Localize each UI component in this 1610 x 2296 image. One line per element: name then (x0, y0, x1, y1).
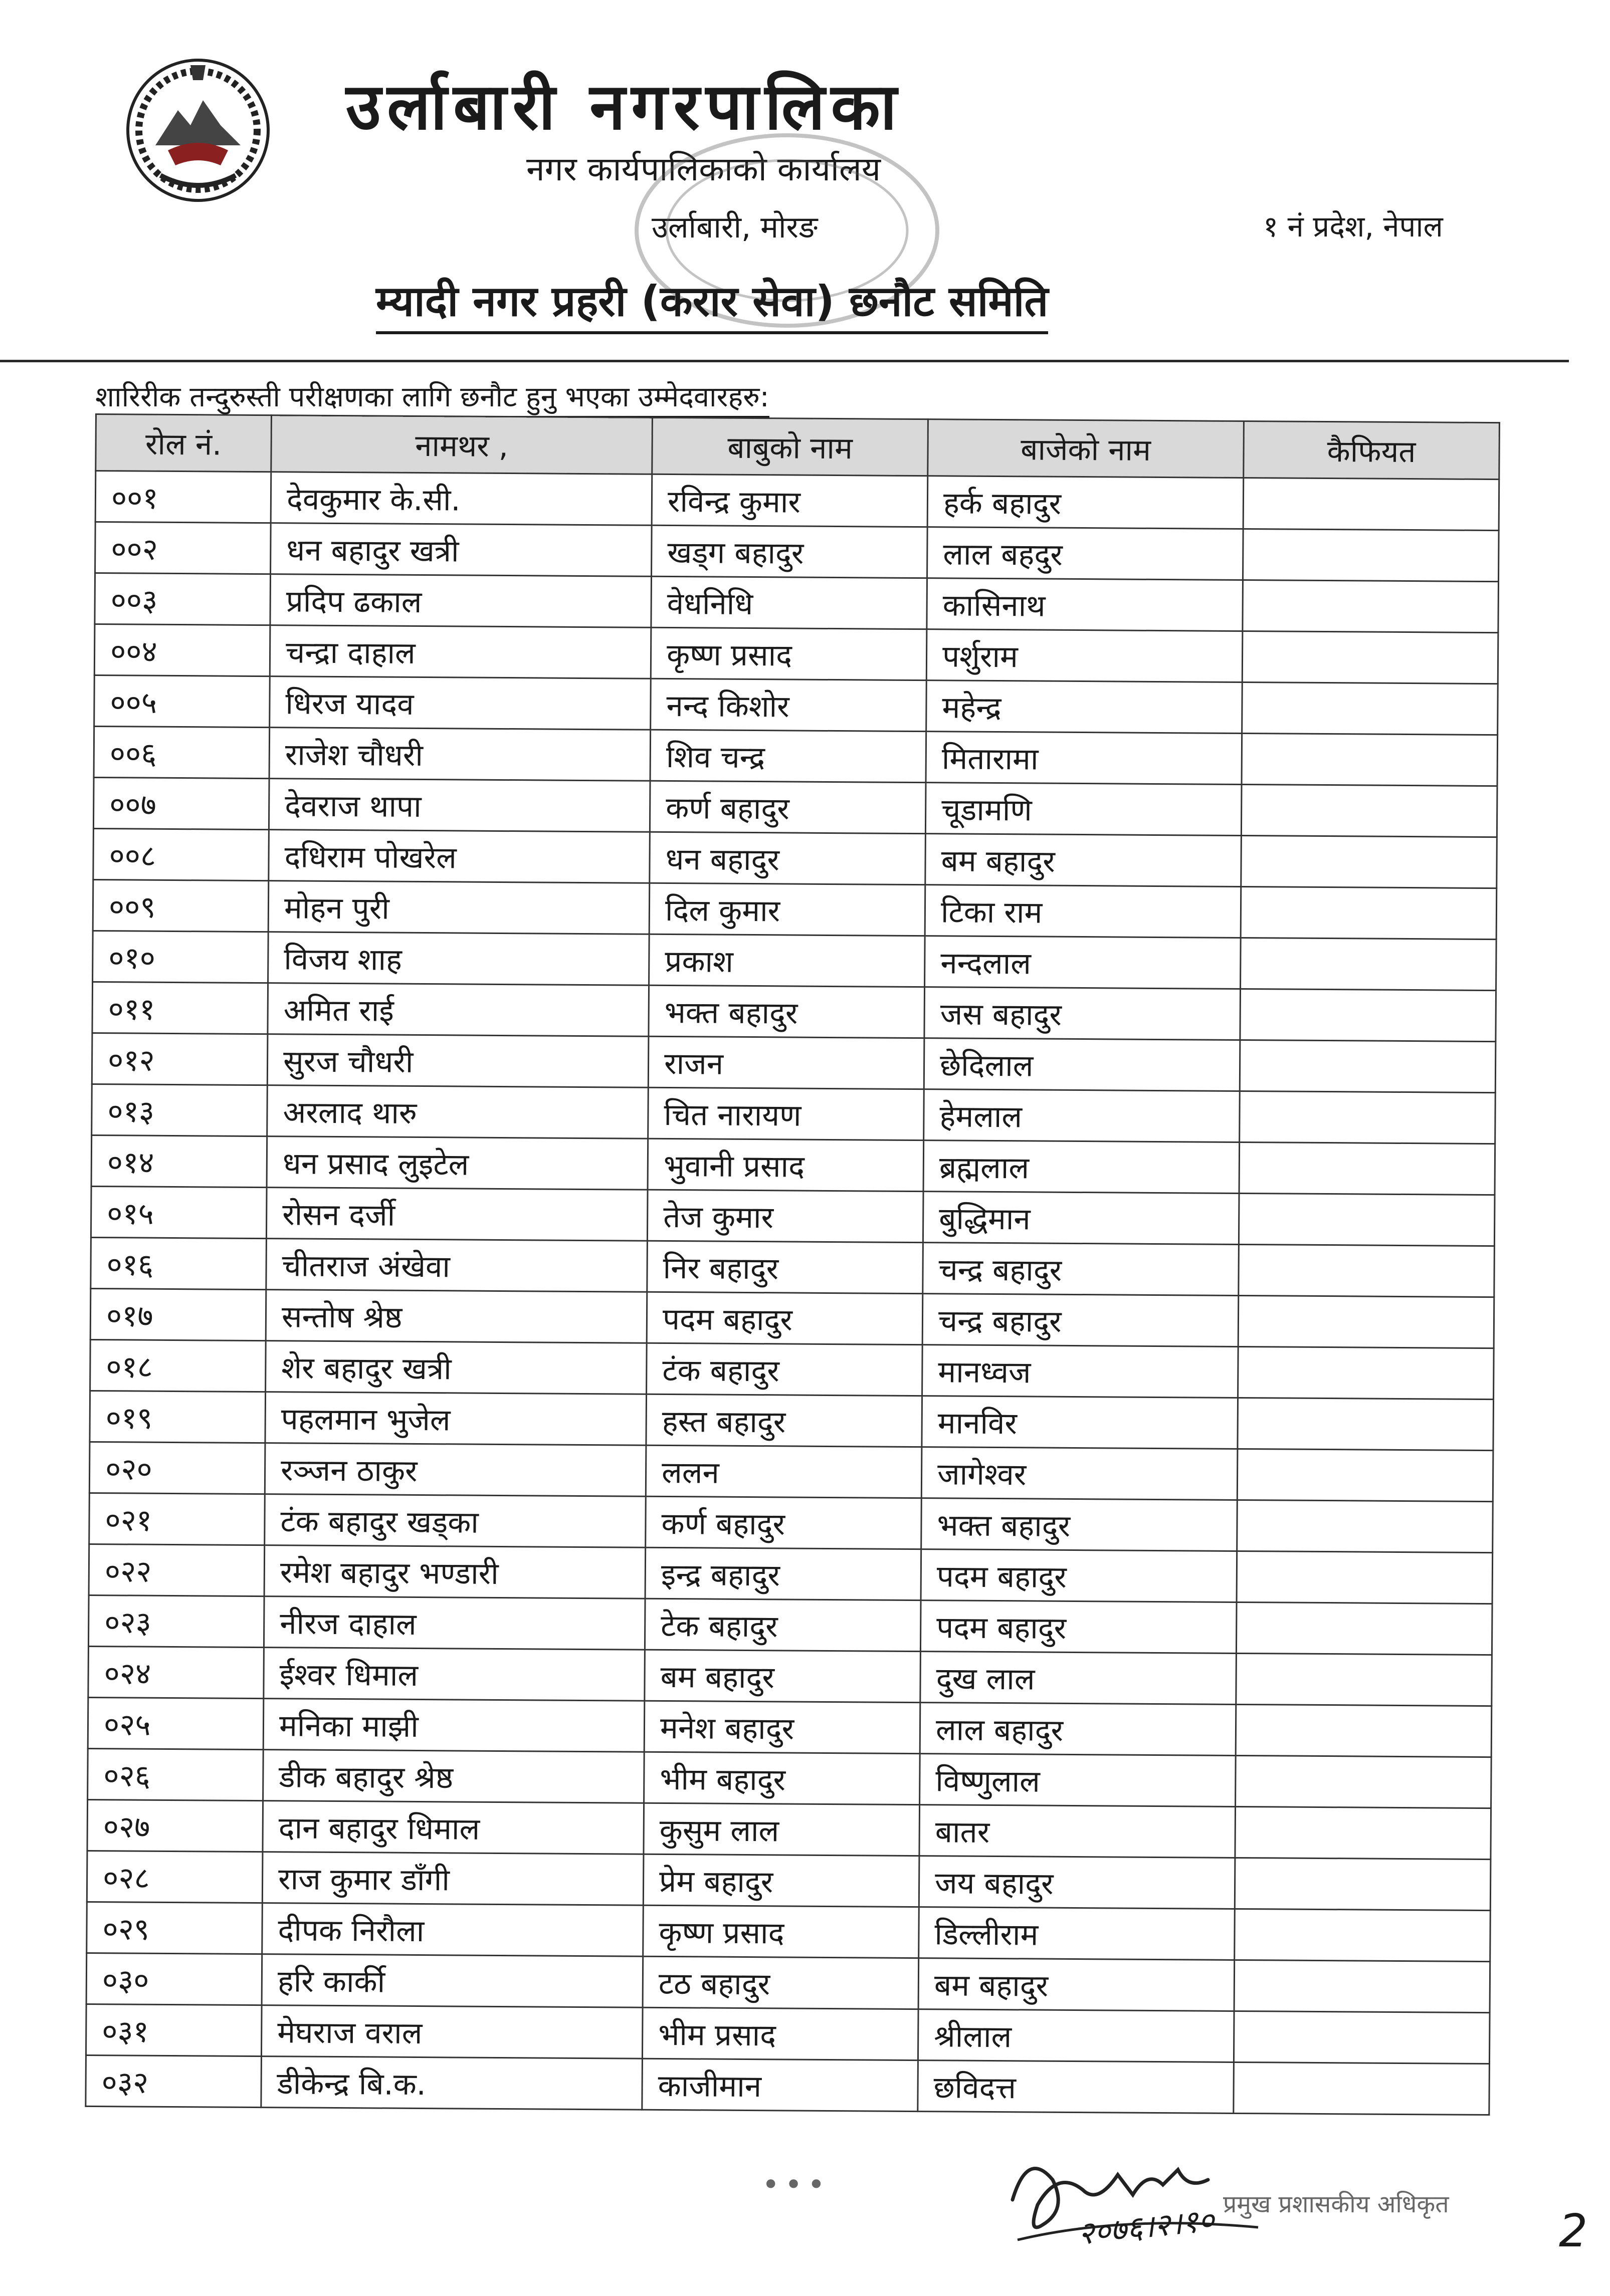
table-row (90, 1391, 1494, 1450)
table-row (95, 573, 1499, 633)
father-name-cell: नन्द किशोर (651, 678, 927, 731)
roll-number-cell: ०१८ (90, 1339, 266, 1392)
name-cell: सन्तोष श्रेष्ठ (266, 1290, 647, 1343)
father-name-cell: वेधनिधि (651, 576, 927, 629)
father-name-cell: इन्द्र बहादुर (645, 1547, 921, 1600)
name-cell: दान बहादुर धिमाल (263, 1801, 644, 1855)
father-name-cell: टंक बहादुर (647, 1343, 923, 1396)
signature-date: २०७६।२।१० (1076, 2201, 1216, 2252)
father-name-cell: कृष्ण प्रसाद (643, 1905, 919, 1958)
remarks-cell (1237, 1449, 1493, 1501)
table-body (86, 471, 1499, 2115)
roll-number-cell: ०२९ (87, 1902, 263, 1954)
header-remarks: कैफियत (1244, 421, 1500, 479)
table-row (90, 1339, 1494, 1399)
father-name-cell: कुसुम लाल (644, 1803, 920, 1856)
table-row (93, 777, 1497, 837)
remarks-cell (1241, 938, 1497, 990)
remarks-cell (1243, 478, 1499, 530)
remarks-cell (1241, 784, 1497, 837)
roll-number-cell: ०११ (92, 982, 268, 1034)
name-cell: धिरज यादव (270, 676, 651, 730)
grandfather-name-cell: दुख लाल (920, 1652, 1237, 1705)
name-cell: चन्द्रा दाहाल (270, 625, 651, 679)
office-subtitle: नगर कार्यपालिकाको कार्यालय (526, 150, 881, 188)
remarks-cell (1241, 835, 1497, 888)
table-row (89, 1442, 1493, 1501)
name-cell: अरलाद थारु (267, 1085, 649, 1139)
table-row (88, 1748, 1492, 1808)
father-name-cell: निर बहादुर (647, 1241, 923, 1293)
remarks-cell (1238, 1346, 1494, 1399)
name-cell: अमित राई (268, 983, 649, 1037)
officer-title: प्रमुख प्रशासकीय अधिकृत (1223, 2190, 1449, 2218)
roll-number-cell: ००९ (93, 879, 269, 932)
name-cell: राजेश चौधरी (269, 728, 651, 781)
remarks-cell (1242, 631, 1498, 683)
table-row (88, 1595, 1492, 1655)
header-roll-number: रोल नं. (96, 414, 272, 472)
grandfather-name-cell: जय बहादुर (919, 1856, 1235, 1909)
father-name-cell: राजन (648, 1036, 924, 1089)
father-name-cell: भीम प्रसाद (642, 2007, 918, 2060)
remarks-cell (1242, 733, 1498, 786)
grandfather-name-cell: बम बहादुर (925, 834, 1242, 887)
roll-number-cell: ०२४ (88, 1646, 264, 1698)
name-cell: दीपक निरौला (262, 1903, 644, 1957)
father-name-cell: रविन्द्र कुमार (652, 474, 928, 527)
name-cell: धन बहादुर खत्री (271, 523, 652, 577)
remarks-cell (1234, 2062, 1490, 2115)
header-full-name: नामथर , (271, 415, 653, 475)
table-row (94, 624, 1498, 684)
remarks-cell (1235, 1858, 1491, 1910)
father-name-cell: धन बहादुर (650, 832, 926, 884)
name-cell: मेघराज वराल (261, 2005, 643, 2059)
name-cell: मोहन पुरी (268, 881, 650, 935)
grandfather-name-cell: पर्शुराम (926, 629, 1243, 682)
table-row (91, 1186, 1495, 1246)
table-caption: शारिरीक तन्दुरुस्ती परीक्षणका लागि छनौट हुनु भएका उम्मेदवारहरु: (95, 377, 769, 418)
grandfather-name-cell: विष्णुलाल (920, 1754, 1236, 1807)
table-row (95, 522, 1499, 582)
table-row (93, 879, 1497, 939)
table-row (87, 1851, 1491, 1910)
nepal-emblem-icon (120, 50, 276, 205)
name-cell: हरि कार्की (262, 1954, 643, 2008)
name-cell: पहलमान भुजेल (265, 1392, 647, 1446)
father-name-cell: चित नारायण (648, 1087, 924, 1140)
remarks-cell (1243, 529, 1499, 581)
roll-number-cell: ०२० (89, 1442, 265, 1494)
name-cell: रमेश बहादुर भण्डारी (264, 1545, 646, 1599)
roll-number-cell: ०२५ (88, 1697, 264, 1749)
roll-number-cell: ०१५ (91, 1186, 267, 1238)
candidate-table (85, 413, 1500, 2116)
grandfather-name-cell: मानध्वज (922, 1345, 1239, 1398)
roll-number-cell: ०३२ (86, 2055, 262, 2107)
father-name-cell: कर्ण बहादुर (646, 1496, 922, 1549)
roll-number-cell: ००५ (94, 675, 270, 727)
table-row (92, 1033, 1496, 1092)
grandfather-name-cell: चूडामणि (925, 783, 1242, 836)
grandfather-name-cell: नन्दलाल (925, 936, 1241, 989)
grandfather-name-cell: पदम बहादुर (920, 1600, 1237, 1654)
province-label: १ नं प्रदेश, नेपाल (1263, 209, 1443, 244)
grandfather-name-cell: जागेश्वर (921, 1447, 1238, 1500)
name-cell: मनिका माझी (263, 1699, 645, 1752)
remarks-cell (1235, 1909, 1491, 1961)
office-address: उर्लाबारी, मोरङ (652, 210, 818, 245)
roll-number-cell: ०१२ (92, 1033, 268, 1085)
father-name-cell: भीम बहादुर (644, 1752, 920, 1804)
father-name-cell: काजीमान (642, 2058, 918, 2111)
father-name-cell: दिल कुमार (649, 883, 925, 936)
father-name-cell: शिव चन्द्र (650, 730, 926, 782)
father-name-cell: भुवानी प्रसाद (648, 1138, 924, 1191)
header-father-name: बाबुको नाम (652, 417, 928, 476)
remarks-cell (1237, 1500, 1493, 1552)
roll-number-cell: ०२८ (87, 1851, 263, 1903)
remarks-cell (1238, 1295, 1494, 1348)
grandfather-name-cell: चन्द्र बहादुर (922, 1294, 1239, 1347)
grandfather-name-cell: बातर (919, 1805, 1236, 1858)
remarks-cell (1236, 1602, 1492, 1655)
municipality-title: उर्लाबारी नगरपालिका (346, 70, 903, 144)
roll-number-cell: ००७ (93, 777, 269, 829)
father-name-cell: ललन (646, 1445, 922, 1498)
page-number: 2 (1559, 2205, 1588, 2257)
grandfather-name-cell: जस बहादुर (924, 987, 1241, 1040)
remarks-cell (1234, 2011, 1490, 2063)
table-row (93, 931, 1497, 990)
roll-number-cell: ०१३ (92, 1084, 268, 1136)
father-name-cell: टठ बहादुर (643, 1956, 919, 2009)
table-row (90, 1288, 1494, 1348)
name-cell: राज कुमार डाँगी (262, 1852, 644, 1906)
grandfather-name-cell: श्रीलाल (918, 2009, 1234, 2062)
name-cell: धन प्रसाद लुइटेल (267, 1136, 648, 1190)
roll-number-cell: ००१ (95, 471, 271, 523)
remarks-cell (1236, 1653, 1492, 1706)
remarks-cell (1239, 1244, 1495, 1297)
father-name-cell: पदम बहादुर (647, 1292, 923, 1344)
table-row (93, 828, 1497, 888)
table-row (91, 1135, 1495, 1195)
grandfather-name-cell: मानविर (922, 1396, 1238, 1449)
name-cell: डीकेन्द्र बि.क. (261, 2056, 643, 2110)
name-cell: चीतराज अंखेवा (266, 1239, 648, 1292)
grandfather-name-cell: पदम बहादुर (921, 1549, 1237, 1602)
continuation-dots: ••• (762, 2167, 831, 2202)
grandfather-name-cell: छेदिलाल (924, 1038, 1240, 1091)
table-row (92, 982, 1496, 1041)
table-row (95, 471, 1499, 531)
roll-number-cell: ०१६ (91, 1237, 267, 1289)
remarks-cell (1234, 1960, 1490, 2012)
roll-number-cell: ०१७ (90, 1288, 266, 1340)
name-cell: डीक बहादुर श्रेष्ठ (263, 1750, 645, 1803)
roll-number-cell: ०३० (86, 1953, 262, 2005)
roll-number-cell: ०३१ (86, 2004, 262, 2056)
roll-number-cell: ००३ (95, 573, 271, 625)
remarks-cell (1239, 1193, 1495, 1246)
table-row (91, 1237, 1495, 1297)
table-row (88, 1646, 1492, 1706)
father-name-cell: बम बहादुर (645, 1650, 921, 1702)
grandfather-name-cell: लाल बहादुर (920, 1703, 1236, 1756)
father-name-cell: कृष्ण प्रसाद (651, 627, 927, 680)
name-cell: रोसन दर्जी (266, 1188, 648, 1241)
grandfather-name-cell: छविदत्त (918, 2060, 1234, 2114)
roll-number-cell: ०२६ (88, 1748, 264, 1800)
remarks-cell (1237, 1551, 1493, 1603)
roll-number-cell: ००६ (94, 726, 270, 778)
table-row (89, 1544, 1493, 1603)
father-name-cell: तेज कुमार (647, 1190, 923, 1242)
father-name-cell: खड्ग बहादुर (652, 525, 928, 578)
table-row (88, 1697, 1492, 1757)
father-name-cell: प्रेम बहादुर (643, 1854, 919, 1907)
roll-number-cell: ०१९ (90, 1391, 266, 1443)
father-name-cell: हस्त बहादुर (646, 1394, 922, 1447)
roll-number-cell: ०२७ (87, 1799, 263, 1852)
remarks-cell (1243, 580, 1499, 632)
table-header-row (96, 414, 1500, 480)
remarks-cell (1238, 1398, 1494, 1450)
table-row (92, 1084, 1496, 1143)
grandfather-name-cell: हर्क बहादुर (927, 476, 1244, 529)
roll-number-cell: ०२३ (88, 1595, 264, 1647)
name-cell: विजय शाह (268, 932, 650, 986)
name-cell: ईश्वर धिमाल (264, 1648, 645, 1701)
roll-number-cell: ०२२ (89, 1544, 265, 1596)
name-cell: नीरज दाहाल (264, 1596, 645, 1650)
father-name-cell: टेक बहादुर (645, 1598, 921, 1651)
name-cell: रञ्जन ठाकुर (265, 1443, 646, 1497)
table-row (94, 675, 1498, 735)
header-grandfather-name: बाजेको नाम (928, 419, 1244, 478)
name-cell: शेर बहादुर खत्री (266, 1341, 647, 1395)
father-name-cell: भक्त बहादुर (649, 985, 925, 1038)
table-row (87, 1799, 1491, 1859)
grandfather-name-cell: डिल्लीराम (919, 1907, 1235, 1960)
grandfather-name-cell: चन्द्र बहादुर (923, 1243, 1239, 1296)
remarks-cell (1236, 1704, 1492, 1757)
table-row (89, 1493, 1493, 1552)
roll-number-cell: ००२ (95, 522, 271, 574)
grandfather-name-cell: भक्त बहादुर (921, 1498, 1238, 1551)
remarks-cell (1239, 1142, 1495, 1195)
grandfather-name-cell: मितारामा (926, 732, 1242, 785)
committee-heading: म्यादी नगर प्रहरी (करार सेवा) छनौट समिति (376, 271, 1048, 334)
roll-number-cell: ००४ (94, 624, 270, 676)
roll-number-cell: ०२१ (89, 1493, 265, 1545)
remarks-cell (1240, 1091, 1496, 1143)
father-name-cell: मनेश बहादुर (644, 1701, 920, 1753)
name-cell: प्रदिप ढकाल (270, 574, 652, 628)
grandfather-name-cell: लाल बहदुर (927, 527, 1244, 580)
father-name-cell: प्रकाश (649, 934, 925, 987)
table-row (86, 1953, 1490, 2012)
remarks-cell (1240, 1040, 1496, 1092)
roll-number-cell: ०१० (93, 931, 269, 983)
grandfather-name-cell: ब्रह्मलाल (923, 1140, 1240, 1194)
remarks-cell (1236, 1755, 1492, 1808)
father-name-cell: कर्ण बहादुर (650, 781, 926, 833)
remarks-cell (1240, 989, 1496, 1041)
roll-number-cell: ००८ (93, 828, 269, 880)
name-cell: देवकुमार के.सी. (271, 472, 652, 526)
remarks-cell (1241, 886, 1497, 939)
remarks-cell (1235, 1806, 1491, 1859)
grandfather-name-cell: बम बहादुर (918, 1958, 1235, 2011)
remarks-cell (1242, 682, 1498, 735)
header-divider (0, 360, 1569, 362)
name-cell: सुरज चौधरी (267, 1034, 649, 1088)
name-cell: टंक बहादुर खड्का (265, 1494, 646, 1548)
grandfather-name-cell: हेमलाल (924, 1089, 1240, 1142)
grandfather-name-cell: महेन्द्र (926, 680, 1243, 734)
grandfather-name-cell: कासिनाथ (927, 578, 1243, 631)
roll-number-cell: ०१४ (91, 1135, 267, 1187)
grandfather-name-cell: टिका राम (925, 885, 1241, 938)
table-row (86, 2055, 1490, 2115)
table-row (86, 2004, 1490, 2063)
table-row (94, 726, 1498, 786)
name-cell: दधिराम पोखरेल (269, 830, 650, 883)
name-cell: देवराज थापा (269, 779, 650, 832)
table-row (87, 1902, 1491, 1961)
grandfather-name-cell: बुद्धिमान (923, 1192, 1239, 1245)
